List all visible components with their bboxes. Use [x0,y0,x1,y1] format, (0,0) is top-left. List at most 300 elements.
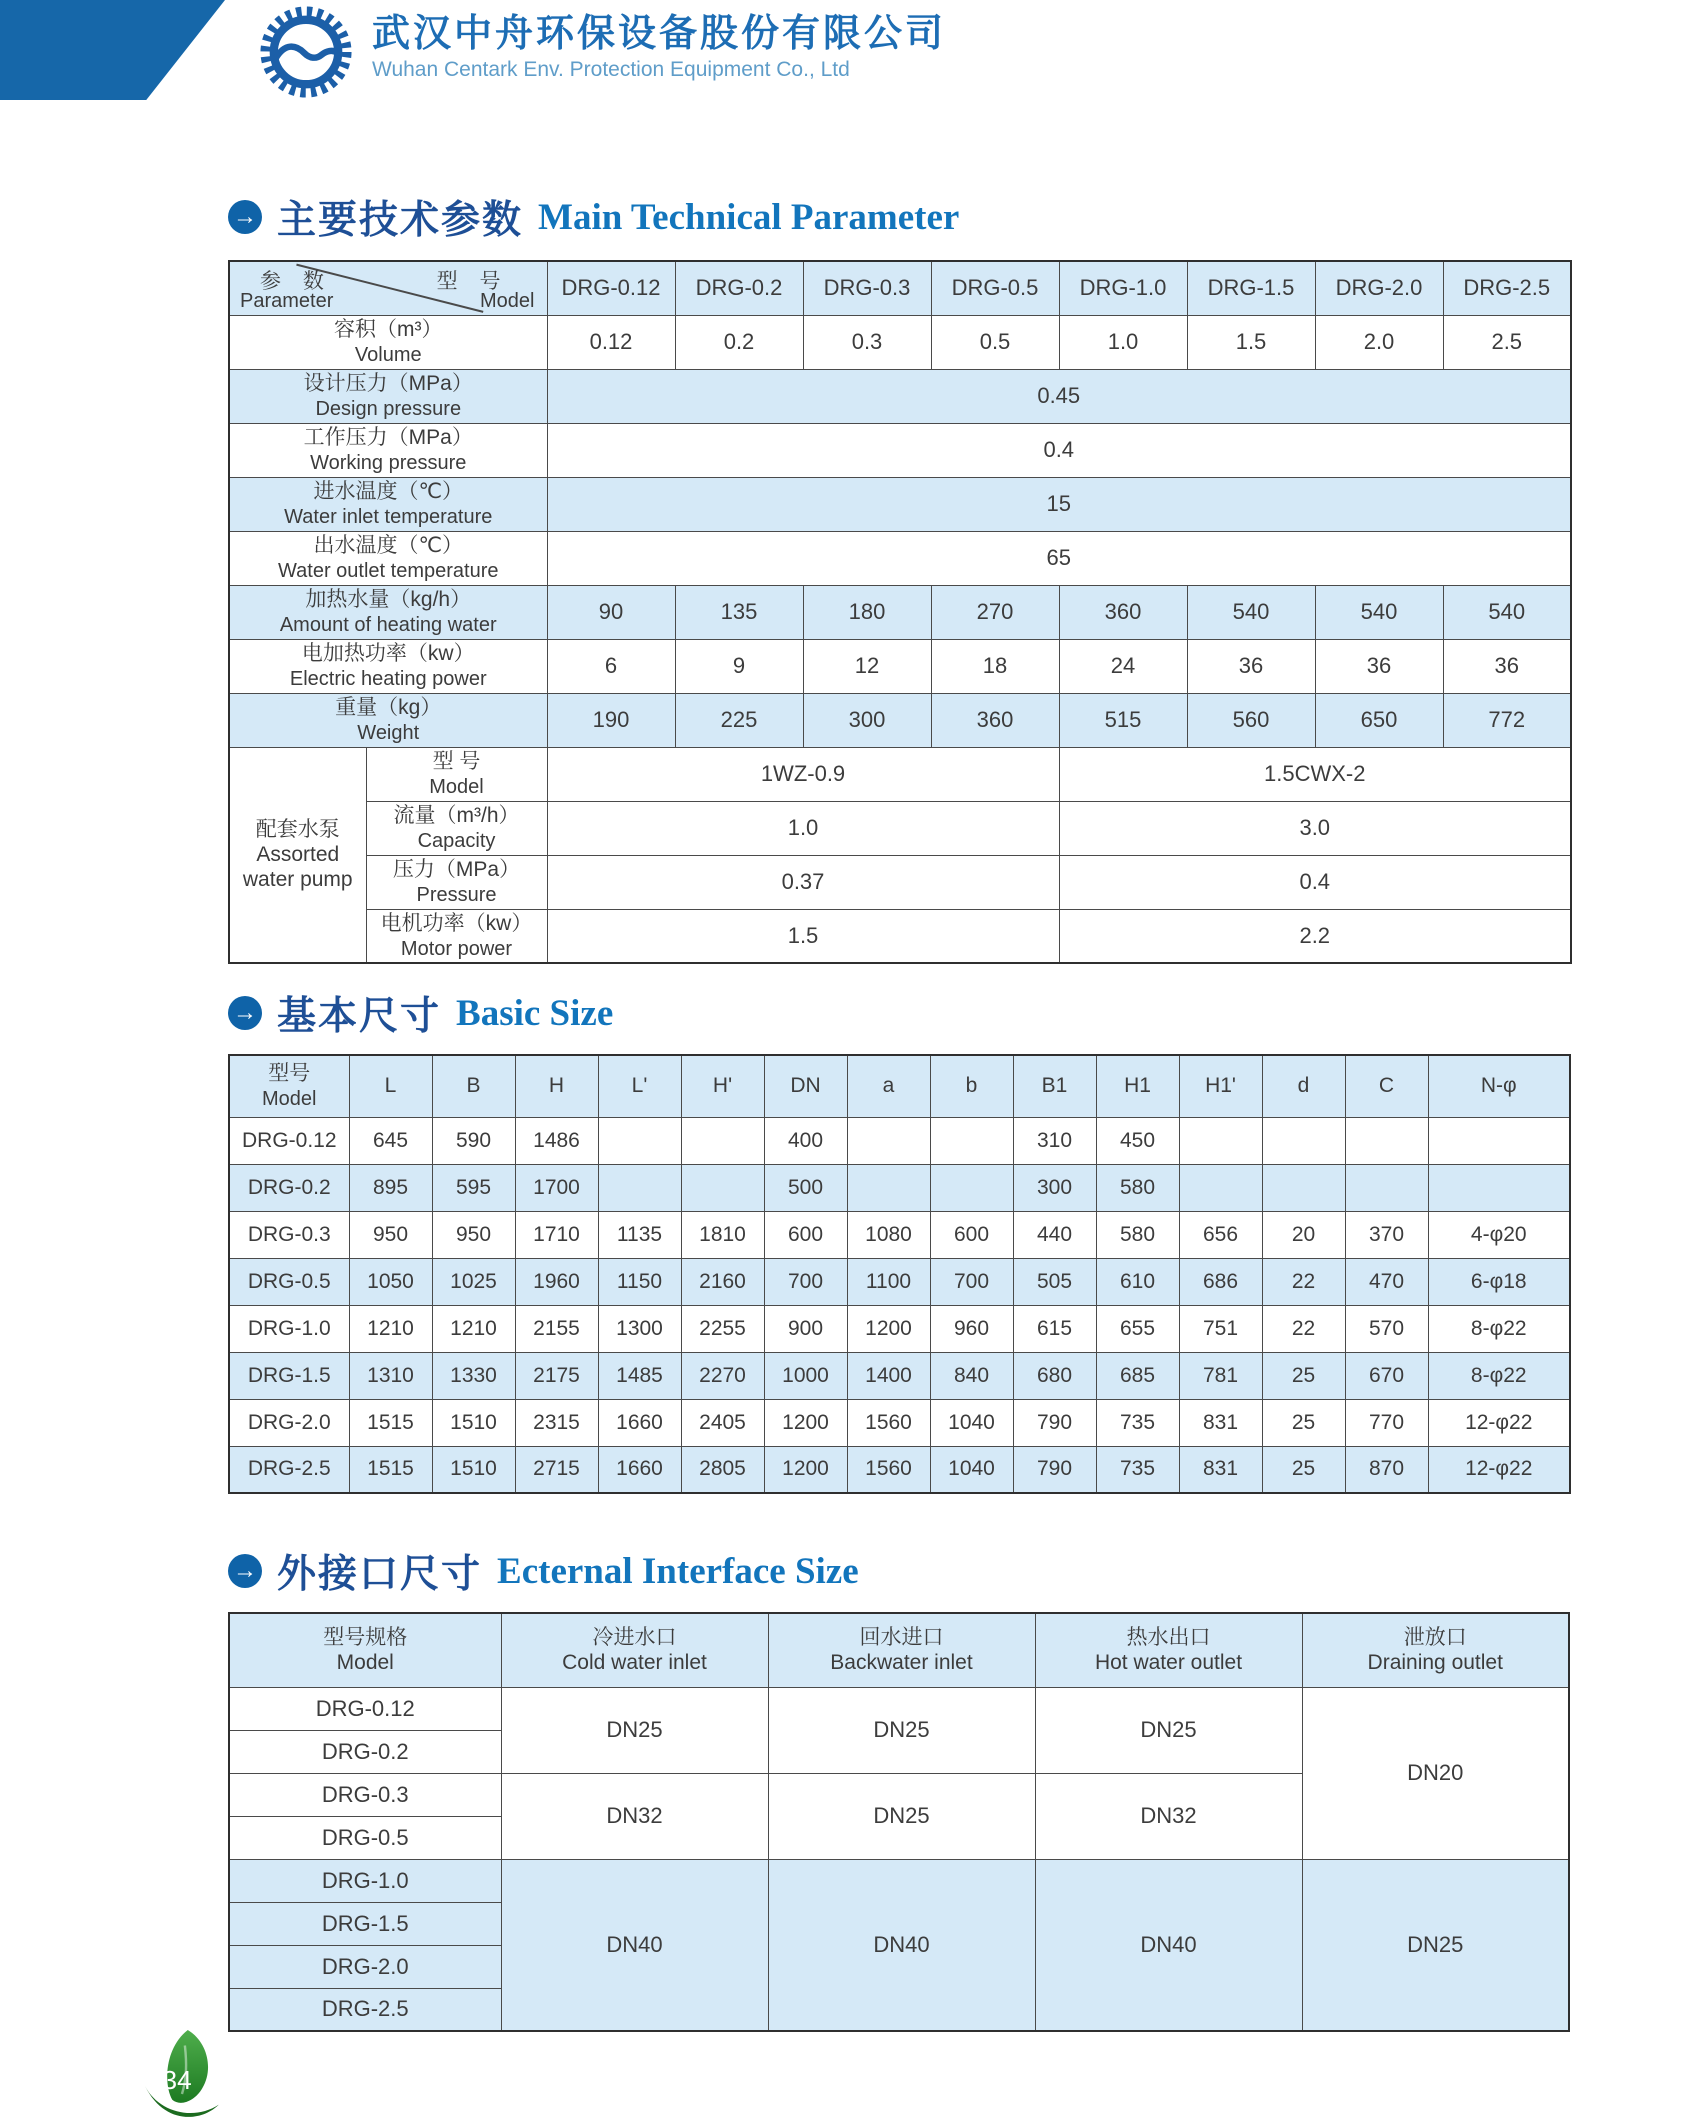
value-cell: 1150 [598,1258,681,1305]
table-row [229,585,1571,639]
value-cell: 180 [803,585,931,639]
value-cell [681,1117,764,1164]
value-cell: 25 [1262,1399,1345,1446]
column-header-model: DRG-0.12 [547,261,675,315]
corner-model-cn: 型 号 [436,270,509,293]
value-cell: 2805 [681,1446,764,1493]
column-header-en: Draining outlet [1367,1651,1503,1675]
value-cell: 300 [803,693,931,747]
value-cell: 0.3 [803,315,931,369]
row-label-cn: 型 号 [432,750,481,773]
value-cell: 225 [675,693,803,747]
value-cell: 12 [803,639,931,693]
column-header-en: Hot water outlet [1094,1651,1243,1675]
value-cell: 870 [1345,1446,1428,1493]
value-cell: 1660 [598,1446,681,1493]
value-cell: 1515 [349,1399,432,1446]
arrow-bullet-icon: → [228,1554,262,1588]
column-header: H [515,1055,598,1117]
value-cell: 595 [432,1164,515,1211]
section-title-en: Basic Size [456,992,614,1034]
value-cell: 0.2 [675,315,803,369]
column-header: N-φ [1428,1055,1570,1117]
column-header [229,1613,501,1687]
row-label [366,909,547,963]
value-cell: 505 [1013,1258,1096,1305]
value-cell: 36 [1187,639,1315,693]
value-cell: 735 [1096,1446,1179,1493]
value-cell: 360 [931,693,1059,747]
column-header: C [1345,1055,1428,1117]
value-cell: 735 [1096,1399,1179,1446]
value-cell: 895 [349,1164,432,1211]
value-cell: 25 [1262,1352,1345,1399]
corner-param-en: Parameter [240,289,334,312]
row-label-cn: 工作压力（MPa） [303,426,473,449]
value-cell: 25 [1262,1446,1345,1493]
row-label-en: Design pressure [315,398,462,420]
value-cell: 1025 [432,1258,515,1305]
table-row [229,639,1571,693]
value-cell: 580 [1096,1164,1179,1211]
table-row [229,1859,1569,1902]
value-cell: 8-φ22 [1428,1305,1570,1352]
column-header: B [432,1055,515,1117]
table-row [229,423,1571,477]
row-label [229,585,547,639]
table-row [229,1211,1570,1258]
row-label-en: Electric heating power [289,668,487,690]
row-model: DRG-2.5 [229,1446,349,1493]
cold-water-cell: DN32 [501,1773,768,1859]
column-header: H1' [1179,1055,1262,1117]
table-row [229,369,1571,423]
value-cell: 22 [1262,1258,1345,1305]
column-header: a [847,1055,930,1117]
table-row [229,1117,1570,1164]
value-cell: 1400 [847,1352,930,1399]
table-row [229,1305,1570,1352]
row-label [229,639,547,693]
value-cell: 400 [764,1117,847,1164]
row-label-en: Capacity [417,830,496,852]
value-cell: 600 [764,1211,847,1258]
section-title-en: Main Technical Parameter [538,196,960,238]
row-label [229,369,547,423]
row-model: DRG-2.0 [229,1399,349,1446]
value-cell: 960 [930,1305,1013,1352]
company-logo-gear-icon [260,6,352,98]
merged-value-cell: 2.2 [1059,909,1571,963]
value-cell [598,1164,681,1211]
row-model: DRG-1.0 [229,1859,501,1902]
value-cell: 1310 [349,1352,432,1399]
section-title-main-technical-parameter [228,194,959,240]
value-cell: 1700 [515,1164,598,1211]
basic-size-table [228,1054,1571,1494]
value-cell: 0.12 [547,315,675,369]
value-cell: 135 [675,585,803,639]
value-cell: 1000 [764,1352,847,1399]
column-header-model: DRG-0.5 [931,261,1059,315]
row-model: DRG-0.3 [229,1211,349,1258]
value-cell: 2715 [515,1446,598,1493]
section-title-cn: 主要技术参数 [277,199,524,242]
value-cell: 2155 [515,1305,598,1352]
table-header-row [229,261,1571,315]
row-label-en: Motor power [400,937,513,960]
row-label-cn: 出水温度（℃） [313,534,464,557]
column-header-en: Cold water inlet [562,1651,707,1675]
column-header-cn: 泄放口 [1403,1626,1467,1650]
value-cell: 2.0 [1315,315,1443,369]
column-header [501,1613,768,1687]
table-row [229,1687,1569,1730]
company-header [372,12,946,83]
table-row [229,531,1571,585]
value-cell: 20 [1262,1211,1345,1258]
value-cell: 515 [1059,693,1187,747]
column-header-cn: 回水进口 [859,1626,944,1650]
table-row [229,909,1571,963]
value-cell: 700 [930,1258,1013,1305]
row-label [229,693,547,747]
value-cell: 450 [1096,1117,1179,1164]
row-label [229,531,547,585]
corner-model-en: Model [480,289,535,312]
value-cell: 686 [1179,1258,1262,1305]
merged-value-cell: 3.0 [1059,801,1571,855]
value-cell: 1210 [349,1305,432,1352]
row-label-en: Water inlet temperature [284,506,493,528]
table-row [229,1164,1570,1211]
row-label-cn: 电机功率（kw） [380,911,533,935]
merged-value-cell: 65 [547,531,1571,585]
value-cell: 645 [349,1117,432,1164]
back-water-cell: DN25 [768,1773,1035,1859]
table-row [229,801,1571,855]
corner-param-cn: 参 数 [260,270,332,293]
value-cell: 6 [547,639,675,693]
value-cell: 22 [1262,1305,1345,1352]
pump-group-en: water pump [242,868,353,892]
column-header: B1 [1013,1055,1096,1117]
value-cell [847,1164,930,1211]
row-model: DRG-2.0 [229,1945,501,1988]
value-cell: 1050 [349,1258,432,1305]
page-number: 34 [162,2065,192,2096]
value-cell: 680 [1013,1352,1096,1399]
row-model: DRG-0.2 [229,1730,501,1773]
row-label-en: Amount of heating water [279,614,497,636]
value-cell: 1200 [847,1305,930,1352]
value-cell: 770 [1345,1399,1428,1446]
row-label [366,747,547,801]
value-cell: 190 [547,693,675,747]
value-cell [1262,1164,1345,1211]
row-model: DRG-1.0 [229,1305,349,1352]
cold-water-cell: DN25 [501,1687,768,1773]
value-cell: 610 [1096,1258,1179,1305]
value-cell: 270 [931,585,1059,639]
column-header: H' [681,1055,764,1117]
value-cell: 1210 [432,1305,515,1352]
table-row [229,1258,1570,1305]
value-cell: 1560 [847,1446,930,1493]
column-header-en: Backwater inlet [830,1651,973,1675]
row-label-cn: 加热水量（kg/h） [305,588,472,611]
value-cell [681,1164,764,1211]
row-label-en: Model [429,776,484,798]
value-cell [847,1117,930,1164]
back-water-cell: DN40 [768,1859,1035,2031]
row-label-en: Water outlet temperature [278,560,499,582]
value-cell: 2160 [681,1258,764,1305]
value-cell [598,1117,681,1164]
row-label [229,423,547,477]
value-cell: 1200 [764,1399,847,1446]
table-row [229,747,1571,801]
section-title-cn: 基本尺寸 [277,995,442,1038]
row-label-cn: 电加热功率（kw） [301,642,475,665]
value-cell [1262,1117,1345,1164]
row-label-cn: 设计压力（MPa） [303,372,473,395]
value-cell: 310 [1013,1117,1096,1164]
company-name-en: Wuhan Centark Env. Protection Equipment Co., Ltd [372,58,850,81]
value-cell: 600 [930,1211,1013,1258]
row-model: DRG-0.12 [229,1687,501,1730]
tech-params-table [228,260,1572,964]
row-model: DRG-0.5 [229,1258,349,1305]
row-label-cn: 容积（m³） [334,318,443,341]
column-header [1035,1613,1302,1687]
merged-value-cell: 0.4 [1059,855,1571,909]
row-model: DRG-0.3 [229,1773,501,1816]
value-cell: 1810 [681,1211,764,1258]
value-cell: 440 [1013,1211,1096,1258]
pump-group-label [229,747,366,963]
hot-water-cell: DN32 [1035,1773,1302,1859]
value-cell: 1710 [515,1211,598,1258]
header-model-en: Model [262,1088,317,1111]
value-cell [1428,1117,1570,1164]
table-row [229,1399,1570,1446]
table-row [229,1446,1570,1493]
value-cell [1179,1164,1262,1211]
corner-cell [229,261,547,315]
merged-value-cell: 0.4 [547,423,1571,477]
value-cell: 8-φ22 [1428,1352,1570,1399]
value-cell: 772 [1443,693,1571,747]
value-cell: 2270 [681,1352,764,1399]
value-cell: 615 [1013,1305,1096,1352]
value-cell: 2405 [681,1399,764,1446]
value-cell: 1040 [930,1446,1013,1493]
cold-water-cell: DN40 [501,1859,768,2031]
row-label-en: Working pressure [310,452,467,474]
value-cell: 1330 [432,1352,515,1399]
row-label [366,801,547,855]
value-cell: 24 [1059,639,1187,693]
merged-value-cell: 0.37 [547,855,1059,909]
column-header: b [930,1055,1013,1117]
value-cell: 656 [1179,1211,1262,1258]
value-cell: 790 [1013,1446,1096,1493]
value-cell: 900 [764,1305,847,1352]
row-label [229,315,547,369]
value-cell: 1135 [598,1211,681,1258]
value-cell: 1510 [432,1446,515,1493]
value-cell: 36 [1315,639,1443,693]
back-water-cell: DN25 [768,1687,1035,1773]
value-cell: 0.5 [931,315,1059,369]
column-header: L [349,1055,432,1117]
value-cell: 500 [764,1164,847,1211]
value-cell: 300 [1013,1164,1096,1211]
table-header-row [229,1613,1569,1687]
value-cell: 12-φ22 [1428,1446,1570,1493]
value-cell: 90 [547,585,675,639]
header-model-cn: 型号 [268,1062,311,1086]
row-model: DRG-0.5 [229,1816,501,1859]
value-cell: 1.5 [1187,315,1315,369]
value-cell: 1080 [847,1211,930,1258]
value-cell: 2255 [681,1305,764,1352]
row-label-cn: 进水温度（℃） [313,480,464,503]
value-cell: 1200 [764,1446,847,1493]
value-cell: 540 [1315,585,1443,639]
column-header-model: DRG-1.0 [1059,261,1187,315]
column-header-model: DRG-0.3 [803,261,931,315]
value-cell: 370 [1345,1211,1428,1258]
merged-value-cell: 1WZ-0.9 [547,747,1059,801]
pump-group-en: Assorted [256,843,340,867]
value-cell: 2315 [515,1399,598,1446]
value-cell: 1040 [930,1399,1013,1446]
row-model: DRG-1.5 [229,1902,501,1945]
value-cell: 36 [1443,639,1571,693]
column-header-cn: 冷进水口 [592,1626,677,1650]
value-cell: 9 [675,639,803,693]
value-cell: 1.0 [1059,315,1187,369]
value-cell: 670 [1345,1352,1428,1399]
value-cell: 570 [1345,1305,1428,1352]
row-label-cn: 重量（kg） [335,696,442,719]
value-cell: 1660 [598,1399,681,1446]
value-cell [930,1117,1013,1164]
value-cell: 840 [930,1352,1013,1399]
column-header: DN [764,1055,847,1117]
page-number-leaf-icon [136,2028,226,2125]
column-header-en: Model [336,1651,394,1675]
value-cell: 560 [1187,693,1315,747]
row-label [229,477,547,531]
value-cell [1345,1117,1428,1164]
value-cell: 700 [764,1258,847,1305]
row-model: DRG-0.2 [229,1164,349,1211]
value-cell: 831 [1179,1399,1262,1446]
value-cell [930,1164,1013,1211]
row-label-cn: 流量（m³/h） [393,804,520,827]
row-label-en: Weight [357,722,420,744]
value-cell: 580 [1096,1211,1179,1258]
value-cell [1179,1117,1262,1164]
value-cell: 4-φ20 [1428,1211,1570,1258]
hot-water-cell: DN40 [1035,1859,1302,2031]
hot-water-cell: DN25 [1035,1687,1302,1773]
value-cell: 470 [1345,1258,1428,1305]
section-title-basic-size [228,990,613,1036]
column-header [768,1613,1035,1687]
column-header: L' [598,1055,681,1117]
column-header-model: DRG-0.2 [675,261,803,315]
table-header-row [229,1055,1570,1117]
row-model: DRG-2.5 [229,1988,501,2031]
row-model: DRG-0.12 [229,1117,349,1164]
value-cell: 1510 [432,1399,515,1446]
value-cell: 1100 [847,1258,930,1305]
value-cell: 360 [1059,585,1187,639]
section-title-external-interface-size [228,1548,859,1594]
value-cell: 540 [1187,585,1315,639]
value-cell: 950 [349,1211,432,1258]
table-row [229,693,1571,747]
value-cell [1345,1164,1428,1211]
column-header-model [229,1055,349,1117]
column-header: d [1262,1055,1345,1117]
value-cell: 2175 [515,1352,598,1399]
value-cell: 1960 [515,1258,598,1305]
value-cell: 950 [432,1211,515,1258]
merged-value-cell: 1.5CWX-2 [1059,747,1571,801]
arrow-bullet-icon: → [228,200,262,234]
row-model: DRG-1.5 [229,1352,349,1399]
section-title-en: Ecternal Interface Size [497,1550,859,1592]
company-name-cn: 武汉中舟环保设备股份有限公司 [372,13,947,55]
value-cell: 590 [432,1117,515,1164]
merged-value-cell: 1.5 [547,909,1059,963]
value-cell: 655 [1096,1305,1179,1352]
table-row [229,855,1571,909]
table-row [229,477,1571,531]
value-cell: 1515 [349,1446,432,1493]
merged-value-cell: 15 [547,477,1571,531]
value-cell: 6-φ18 [1428,1258,1570,1305]
value-cell [1428,1164,1570,1211]
value-cell: 685 [1096,1352,1179,1399]
value-cell: 1560 [847,1399,930,1446]
column-header-cn: 型号规格 [323,1626,408,1650]
row-label-cn: 压力（MPa） [392,858,521,881]
column-header-model: DRG-2.5 [1443,261,1571,315]
interface-size-table [228,1612,1570,2032]
column-header-model: DRG-2.0 [1315,261,1443,315]
pump-group-cn: 配套水泵 [255,818,340,842]
row-label [366,855,547,909]
value-cell: 2.5 [1443,315,1571,369]
table-row [229,1352,1570,1399]
column-header [1302,1613,1569,1687]
draining-outlet-cell: DN25 [1302,1859,1569,2031]
value-cell: 1486 [515,1117,598,1164]
arrow-bullet-icon: → [228,996,262,1030]
value-cell: 781 [1179,1352,1262,1399]
value-cell: 1485 [598,1352,681,1399]
value-cell: 831 [1179,1446,1262,1493]
value-cell: 1300 [598,1305,681,1352]
draining-outlet-cell: DN20 [1302,1687,1569,1859]
value-cell: 790 [1013,1399,1096,1446]
